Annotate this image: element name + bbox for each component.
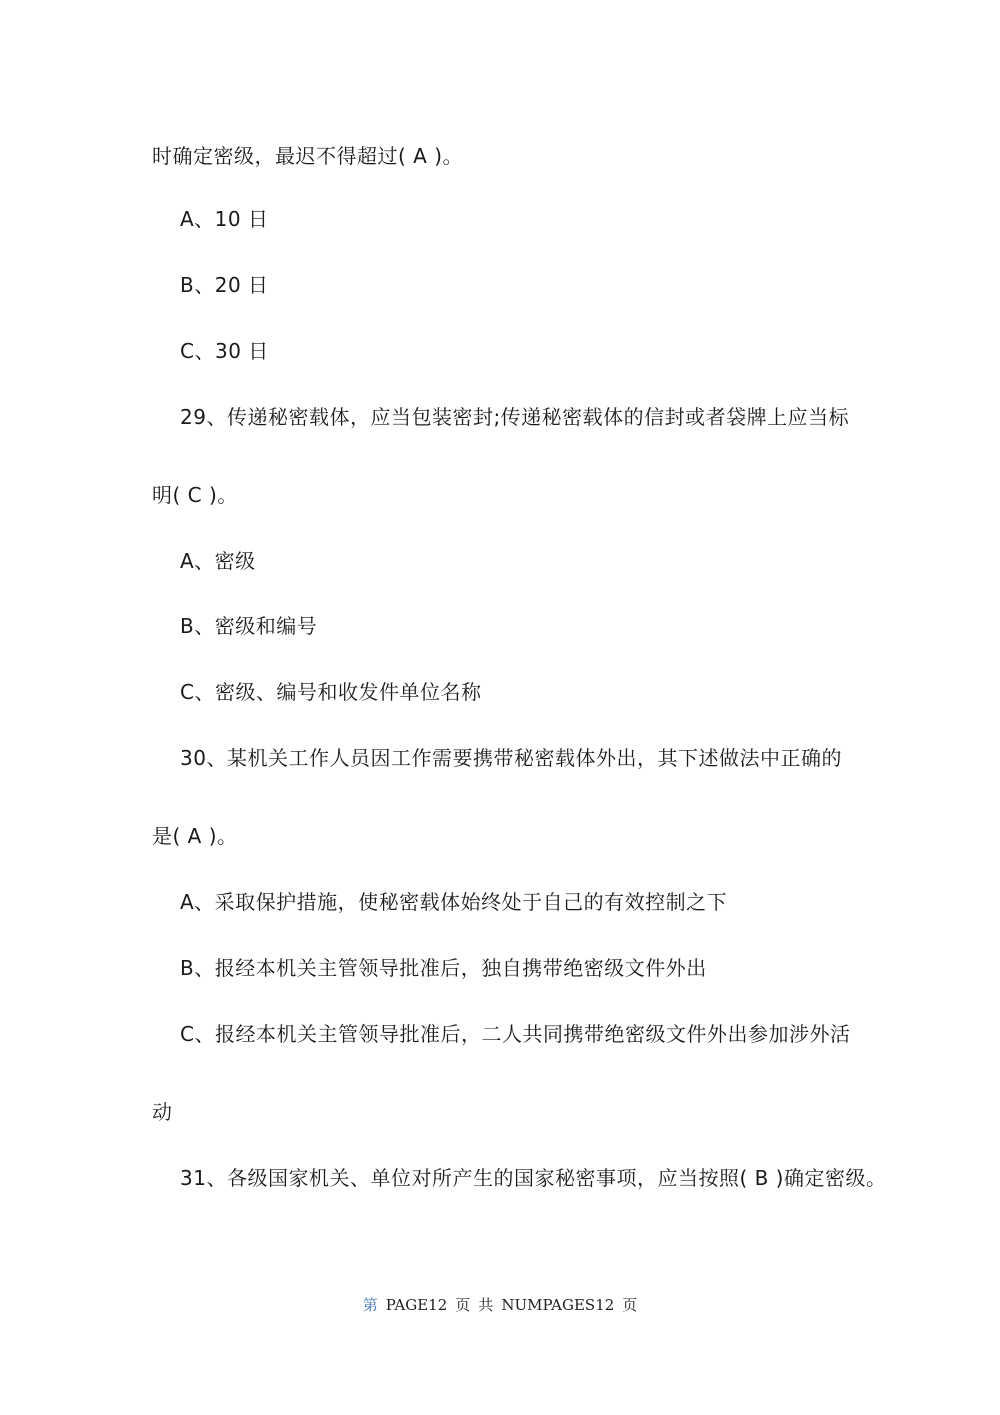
q28-option-b: B、20 日 [180,273,269,297]
question-29: 29、传递秘密载体，应当包装密封;传递秘密载体的信封或者袋牌上应当标 [180,405,850,429]
q30-option-a: A、采取保护措施，使秘密载体始终处于自己的有效控制之下 [180,890,728,914]
question-30: 30、某机关工作人员因工作需要携带秘密载体外出，其下述做法中正确的 [180,746,842,770]
footer-ye-1: 页 [455,1296,471,1314]
footer-page-field: PAGE12 [385,1296,448,1314]
question-30-continuation: 是( A )。 [152,824,238,848]
question-28-continuation: 时确定密级，最迟不得超过( A )。 [152,144,464,168]
question-29-continuation: 明( C )。 [152,483,238,507]
footer-gong: 共 [478,1296,494,1314]
footer-ye-2: 页 [622,1296,638,1314]
page-footer [0,1294,1000,1316]
q28-option-a: A、10 日 [180,207,269,231]
q30-option-c: C、报经本机关主管领导批准后，二人共同携带绝密级文件外出参加涉外活 [180,1022,851,1046]
q29-option-a: A、密级 [180,549,256,573]
q29-option-c: C、密级、编号和收发件单位名称 [180,680,482,704]
q30-option-b: B、报经本机关主管领导批准后，独自携带绝密级文件外出 [180,956,707,980]
question-31: 31、各级国家机关、单位对所产生的国家秘密事项，应当按照( B )确定密级。 [180,1166,887,1190]
q28-option-c: C、30 日 [180,339,269,363]
footer-di: 第 [362,1296,378,1314]
footer-numpages-field: NUMPAGES12 [501,1296,615,1314]
q30-option-c-continuation: 动 [152,1100,173,1124]
q29-option-b: B、密级和编号 [180,614,318,638]
